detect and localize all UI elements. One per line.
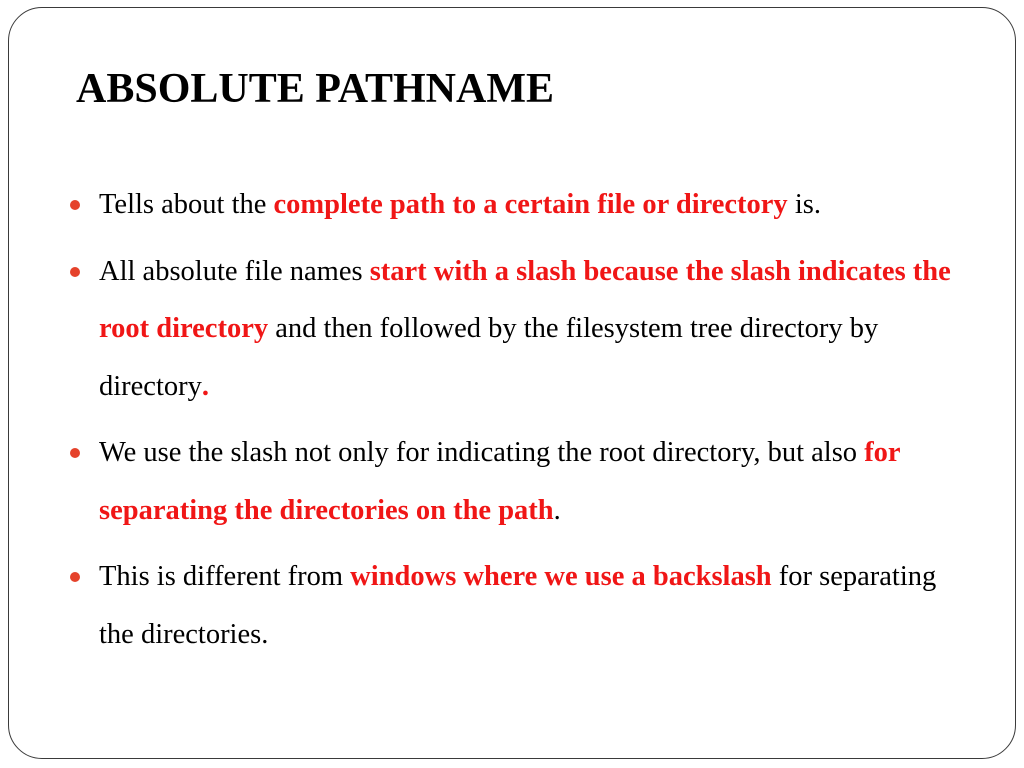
- slide-frame: [8, 7, 1016, 759]
- bullet-highlight: complete path to a certain file or directory: [273, 189, 788, 220]
- bullet-list: [64, 176, 969, 672]
- bullet-text: for separating the directories.: [99, 561, 937, 650]
- bullet-dot-icon: [70, 448, 80, 458]
- bullet-item: [64, 548, 969, 663]
- bullet-highlight: windows where we use a backslash: [350, 561, 772, 592]
- bullet-text: All absolute file names: [99, 255, 370, 287]
- bullet-text: is.: [787, 189, 821, 220]
- bullet-highlight: start with a slash because the slash indicates the root directory: [99, 255, 951, 344]
- bullet-item: [64, 424, 969, 539]
- bullet-dot-icon: [70, 200, 80, 210]
- bullet-text: .: [553, 494, 561, 526]
- bullet-text: This is different from: [99, 561, 351, 592]
- bullet-highlight: .: [201, 370, 209, 402]
- slide-title: ABSOLUTE PATHNAME: [76, 66, 554, 112]
- bullet-highlight: for separating the directories on the path: [99, 437, 901, 526]
- bullet-dot-icon: [70, 572, 80, 582]
- bullet-dot-icon: [70, 267, 80, 277]
- bullet-item: [64, 176, 969, 234]
- bullet-text: We use the slash not only for indicating the root directory, but also: [99, 437, 865, 468]
- bullet-text: Tells about the: [99, 189, 274, 220]
- bullet-text: and then followed by the filesystem tree directory by directory: [99, 313, 879, 402]
- bullet-item: [64, 243, 969, 416]
